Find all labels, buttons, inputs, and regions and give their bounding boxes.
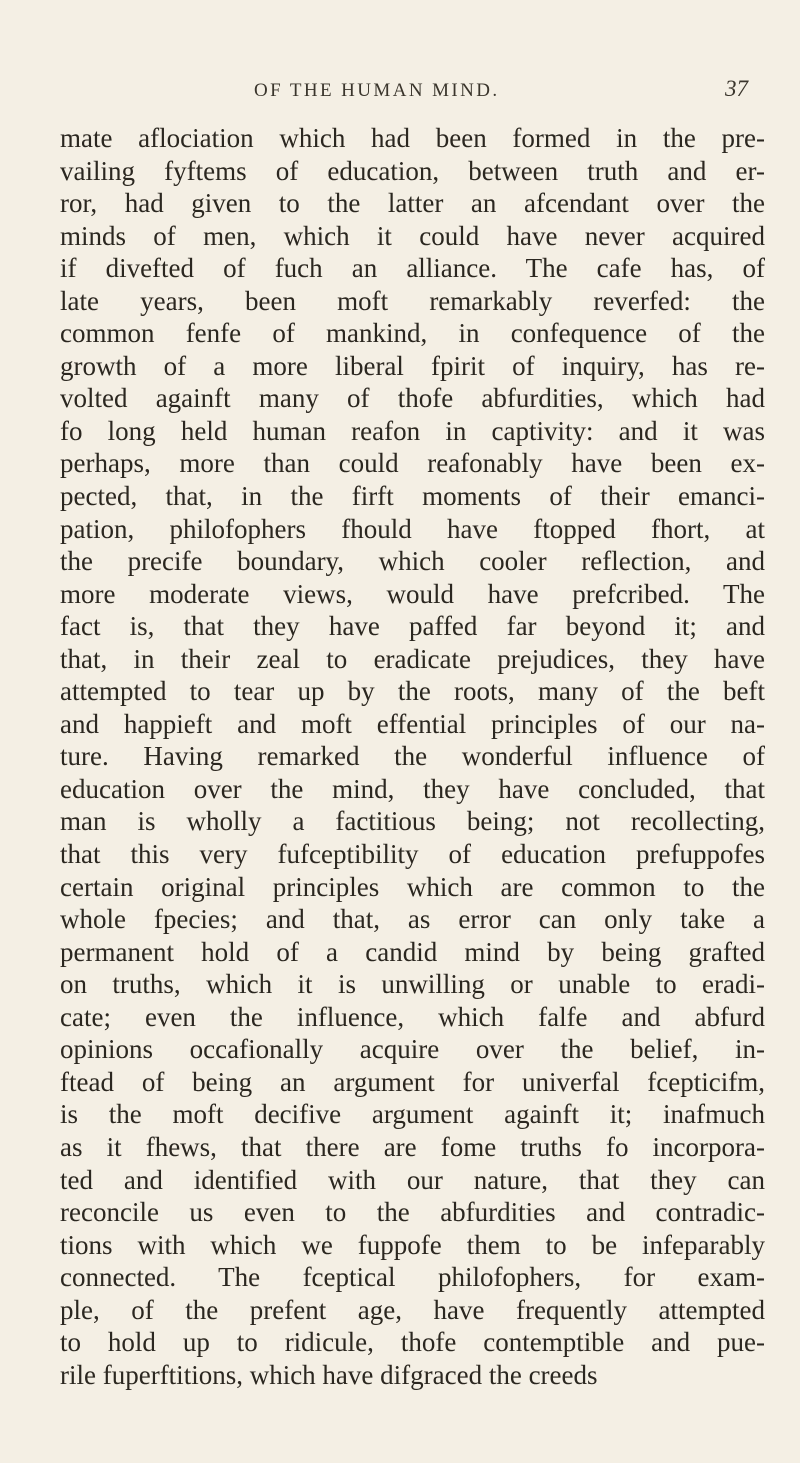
text-line: ture. Having remarked the wonderful influence of <box>60 741 765 772</box>
body-text <box>60 122 765 1391</box>
text-line: if divefted of fuch an alliance. The cafe has, of <box>60 253 765 284</box>
page-number: 37 <box>725 76 748 101</box>
text-line: attempted to tear up by the roots, many of the beft <box>60 676 765 707</box>
text-line: ror, had given to the latter an afcendant over the <box>60 188 765 219</box>
text-line: as it fhews, that there are fome truths fo incorpora- <box>60 1131 765 1162</box>
running-head <box>0 76 800 110</box>
text-line: the precife boundary, which cooler reflection, and <box>60 546 765 577</box>
text-line: and happieft and moft effential principles of our na- <box>60 708 765 739</box>
text-line: reconcile us even to the abfurdities and contradic- <box>60 1197 765 1228</box>
text-line: fo long held human reafon in captivity: and it was <box>60 415 765 446</box>
text-line: fact is, that they have paffed far beyond it; and <box>60 611 765 642</box>
text-line: pected, that, in the firft moments of their emanci- <box>60 481 765 512</box>
text-line: volted againft many of thofe abfurdities, which had <box>60 383 765 414</box>
text-line: certain original principles which are common to the <box>60 871 765 902</box>
text-line: whole fpecies; and that, as error can only take a <box>60 904 765 935</box>
text-line: permanent hold of a candid mind by being grafted <box>60 936 765 967</box>
text-line: more moderate views, would have prefcribed. The <box>60 578 765 609</box>
running-title: OF THE HUMAN MIND. <box>254 80 500 101</box>
text-line: perhaps, more than could reafonably have been ex- <box>60 448 765 479</box>
text-line: connected. The fceptical philofophers, for exam- <box>60 1262 765 1293</box>
text-line: cate; even the influence, which falfe and abfurd <box>60 1001 765 1032</box>
text-line: vailing fyftems of education, between truth and er- <box>60 155 765 186</box>
text-line: tions with which we fuppofe them to be infeparably <box>60 1229 765 1260</box>
text-line: rile fuperftitions, which have difgraced the creeds <box>60 1359 598 1390</box>
text-line: man is wholly a factitious being; not recollecting, <box>60 806 765 837</box>
text-line: that, in their zeal to eradicate prejudices, they have <box>60 643 765 674</box>
text-line: to hold up to ridicule, thofe contemptible and pue- <box>60 1327 765 1358</box>
text-line: pation, philofophers fhould have ftopped fhort, at <box>60 513 765 544</box>
text-line: late years, been moft remarkably reverfed: the <box>60 285 765 316</box>
text-line: on truths, which it is unwilling or unable to eradi- <box>60 969 765 1000</box>
text-line: ple, of the prefent age, have frequently attempted <box>60 1294 765 1325</box>
text-line: growth of a more liberal fpirit of inquiry, has re- <box>60 350 765 381</box>
text-line: ftead of being an argument for univerfal fcepticifm, <box>60 1066 765 1097</box>
text-line: mate aflociation which had been formed in the pre- <box>60 123 765 153</box>
text-line: education over the mind, they have concluded, that <box>60 773 765 804</box>
text-line: common fenfe of mankind, in confequence of the <box>60 318 765 349</box>
text-line: opinions occafionally acquire over the belief, in- <box>60 1034 765 1065</box>
text-line: ted and identified with our nature, that they can <box>60 1164 765 1195</box>
text-line: is the moft decifive argument againft it; inafmuch <box>60 1099 765 1130</box>
text-line: that this very fufceptibility of education prefuppofes <box>60 839 765 870</box>
text-line: minds of men, which it could have never acquired <box>60 220 765 251</box>
